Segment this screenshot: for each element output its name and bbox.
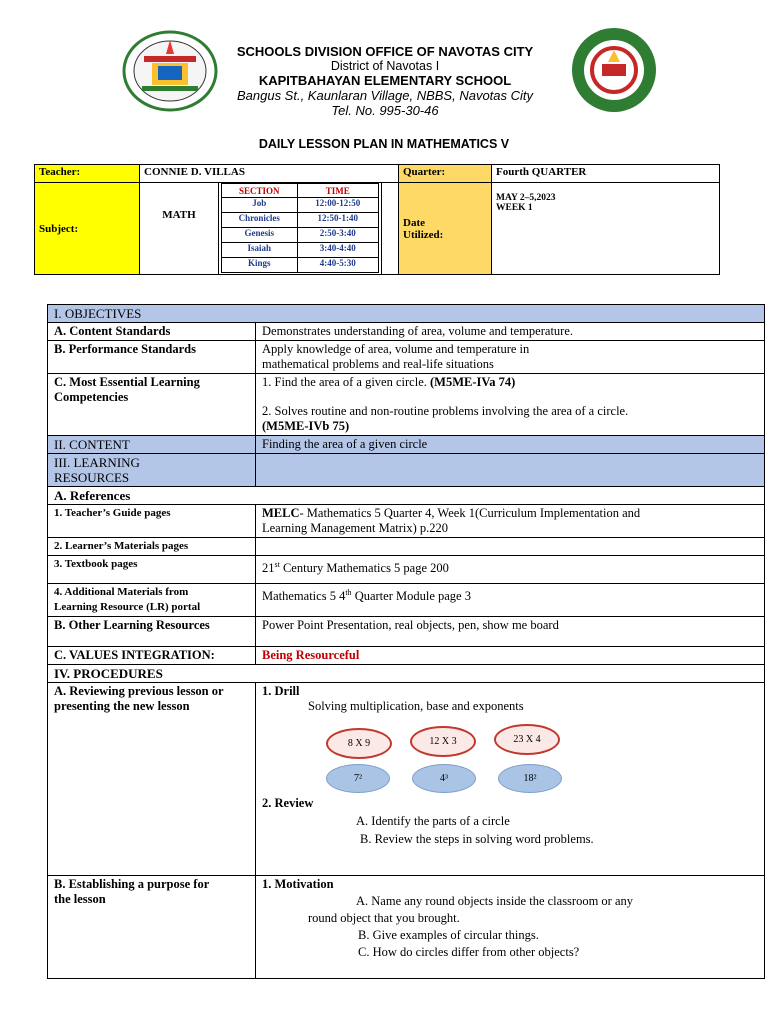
learners-materials-value — [256, 538, 765, 556]
motivation-item-c: C. How do circles differ from other objects? — [358, 945, 580, 959]
teachers-guide-value — [256, 505, 765, 538]
section-name: Job — [222, 198, 298, 213]
lesson-info-table — [34, 164, 720, 275]
performance-line1: Apply knowledge of area, volume and temperature in — [262, 342, 530, 356]
content-heading: II. CONTENT — [48, 436, 256, 454]
date-label — [399, 183, 492, 275]
motivation-title: 1. Motivation — [262, 877, 334, 891]
additional-materials-value — [256, 584, 765, 617]
date-label-line1: Date — [403, 216, 425, 229]
drill-oval: 8 X 9 — [326, 728, 392, 759]
am-sup: th — [345, 588, 352, 597]
section-header: SECTION — [222, 184, 298, 198]
performance-line2: mathematical problems and real-life situations — [262, 357, 494, 371]
am-post: Quarter Module page 3 — [351, 589, 471, 604]
teacher-label: Teacher: — [35, 165, 140, 183]
proc-a-content — [256, 683, 765, 876]
learners-materials-label: 2. Learner’s Materials pages — [48, 538, 256, 556]
review-item-b: B. Review the steps in solving word problems. — [360, 832, 594, 846]
melc-label — [48, 374, 256, 436]
resources-line1: III. LEARNING — [54, 455, 140, 470]
district-name: District of Navotas I — [330, 59, 440, 73]
drill-oval: 12 X 3 — [410, 726, 476, 757]
melc-label-line1: C. Most Essential Learning — [54, 375, 200, 389]
school-address: Bangus St., Kaunlaran Village, NBBS, Navotas City — [236, 88, 534, 103]
tg-line2: Learning Management Matrix) p.220 — [262, 521, 449, 535]
procedures-heading: IV. PROCEDURES — [48, 665, 765, 683]
date-value-cell — [492, 183, 720, 275]
objectives-heading: I. OBJECTIVES — [48, 305, 765, 323]
proc-a-line2: presenting the new lesson — [54, 699, 190, 713]
section-time: 12:50-1:40 — [297, 213, 378, 228]
section-name: Genesis — [222, 228, 298, 243]
content-standards-label: A. Content Standards — [48, 323, 256, 341]
proc-a-line1: A. Reviewing previous lesson or — [54, 684, 224, 698]
tb-post: Century Mathematics 5 page 200 — [279, 561, 449, 576]
section-name: Isaiah — [222, 243, 298, 258]
melc-code-1: (M5ME-IVa 74) — [430, 375, 516, 389]
proc-b-label — [48, 876, 256, 979]
review-title: 2. Review — [262, 796, 314, 810]
date-value: MAY 2–5,2023 — [496, 193, 556, 203]
proc-b-line1: B. Establishing a purpose for — [54, 877, 210, 891]
quarter-label: Quarter: — [399, 165, 492, 183]
section-time: 12:00-12:50 — [297, 198, 378, 213]
drill-ovals — [262, 714, 758, 814]
am-line1: 4. Additional Materials from — [54, 586, 189, 598]
section-time: 3:40-4:40 — [297, 243, 378, 258]
content-value: Finding the area of a given circle — [256, 436, 765, 454]
date-label-line2: Utilized: — [403, 228, 444, 241]
subject-value: MATH — [140, 183, 219, 275]
additional-materials-label — [48, 584, 256, 617]
section-row — [222, 198, 379, 213]
lesson-plan-table — [47, 304, 765, 979]
section-row — [222, 243, 379, 258]
section-row — [222, 228, 379, 243]
other-resources-value: Power Point Presentation, real objects, pen, show me board — [256, 617, 765, 647]
division-office-title: SCHOOLS DIVISION OFFICE OF NAVOTAS CITY — [236, 44, 534, 59]
motivation-item-b: B. Give examples of circular things. — [358, 928, 539, 942]
tb-sup: st — [274, 560, 280, 569]
learning-resources-heading — [48, 454, 256, 487]
melc-item-2: 2. Solves routine and non-routine problems involving the area of a circle. — [262, 404, 629, 418]
am-pre: Mathematics 5 4 — [262, 589, 346, 604]
proc-b-content — [256, 876, 765, 979]
textbook-value — [256, 556, 765, 584]
melc-label-line2: Competencies — [54, 390, 129, 404]
header-block — [180, 44, 590, 118]
resources-line2: RESOURCES — [54, 470, 130, 485]
spacer-cell — [382, 183, 399, 275]
melc-value — [256, 374, 765, 436]
proc-b-line2: the lesson — [54, 892, 106, 906]
section-time-table — [221, 183, 379, 273]
references-label: A. References — [48, 487, 765, 505]
subject-label: Subject: — [35, 183, 140, 275]
values-integration-label: C. VALUES INTEGRATION: — [48, 647, 256, 665]
teachers-guide-label: 1. Teacher’s Guide pages — [48, 505, 256, 538]
section-name: Chronicles — [222, 213, 298, 228]
section-time-cell — [219, 183, 382, 275]
drill-oval: 18² — [498, 764, 562, 793]
drill-text: Solving multiplication, base and exponents — [308, 699, 524, 713]
melc-tag: MELC — [262, 506, 300, 520]
content-standards-value: Demonstrates understanding of area, volume and temperature. — [256, 323, 765, 341]
drill-oval: 7² — [326, 764, 390, 793]
motivation-item-a-cont: round object that you brought. — [308, 911, 460, 925]
textbook-label: 3. Textbook pages — [48, 556, 256, 584]
other-resources-label: B. Other Learning Resources — [48, 617, 256, 647]
learning-resources-empty — [256, 454, 765, 487]
motivation-item-a: A. Name any round objects inside the classroom or any — [356, 894, 634, 908]
tb-pre: 21 — [262, 561, 275, 576]
time-header: TIME — [297, 184, 378, 198]
am-line2: Learning Resource (LR) portal — [54, 601, 201, 613]
values-integration-value: Being Resourceful — [256, 647, 765, 665]
tg-line1: - Mathematics 5 Quarter 4, Week 1(Curriculum Implementation and — [299, 506, 641, 520]
week-value: WEEK 1 — [496, 203, 533, 213]
drill-oval: 23 X 4 — [494, 724, 560, 755]
document-title: DAILY LESSON PLAN IN MATHEMATICS V — [258, 137, 510, 151]
section-time: 4:40-5:30 — [297, 258, 378, 273]
drill-oval: 4³ — [412, 764, 476, 793]
performance-standards-label: B. Performance Standards — [48, 341, 256, 374]
section-name: Kings — [222, 258, 298, 273]
teacher-value: CONNIE D. VILLAS — [140, 165, 399, 183]
quarter-value: Fourth QUARTER — [492, 165, 720, 183]
melc-item-1: 1. Find the area of a given circle. — [262, 375, 427, 389]
review-item-a: A. Identify the parts of a circle — [356, 814, 510, 828]
school-name: KAPITBAHAYAN ELEMENTARY SCHOOL — [258, 73, 512, 88]
section-row — [222, 258, 379, 273]
melc-code-2: (M5ME-IVb 75) — [262, 419, 350, 433]
proc-a-label — [48, 683, 256, 876]
drill-title: 1. Drill — [262, 684, 300, 698]
performance-standards-value — [256, 341, 765, 374]
section-row — [222, 213, 379, 228]
school-telephone: Tel. No. 995-30-46 — [331, 103, 439, 118]
section-time: 2:50-3:40 — [297, 228, 378, 243]
